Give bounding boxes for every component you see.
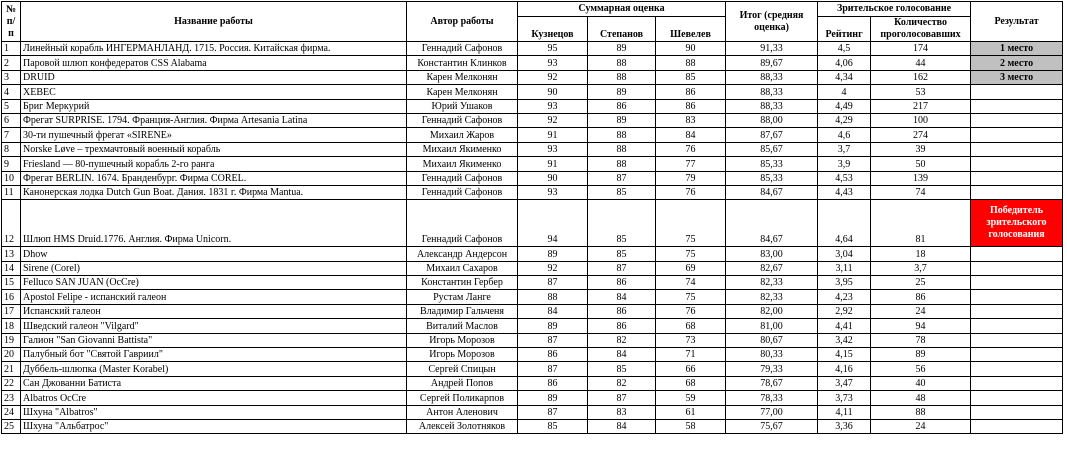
cell-name: 30-ти пушечный фрегат «SIRENE» bbox=[21, 128, 407, 142]
cell-stepanov: 84 bbox=[588, 419, 656, 433]
table-row bbox=[2, 142, 1063, 156]
cell-total: 82,33 bbox=[726, 290, 818, 304]
table-row bbox=[2, 261, 1063, 275]
cell-rating: 4 bbox=[818, 85, 871, 99]
cell-kuznetsov: 92 bbox=[518, 70, 588, 84]
cell-total: 82,67 bbox=[726, 261, 818, 275]
cell-kuznetsov: 87 bbox=[518, 276, 588, 290]
cell-votes: 162 bbox=[871, 70, 971, 84]
cell-author: Карен Мелконян bbox=[407, 85, 518, 99]
header-result: Результат bbox=[971, 2, 1063, 42]
cell-author: Геннадий Сафонов bbox=[407, 185, 518, 199]
cell-shevelev: 61 bbox=[656, 405, 726, 419]
cell-num: 3 bbox=[2, 70, 21, 84]
table-row bbox=[2, 391, 1063, 405]
cell-shevelev: 75 bbox=[656, 290, 726, 304]
cell-num: 23 bbox=[2, 391, 21, 405]
cell-total: 83,00 bbox=[726, 247, 818, 261]
cell-author: Геннадий Сафонов bbox=[407, 171, 518, 185]
cell-rating: 3,36 bbox=[818, 419, 871, 433]
cell-total: 78,33 bbox=[726, 391, 818, 405]
cell-kuznetsov: 86 bbox=[518, 348, 588, 362]
table-row bbox=[2, 85, 1063, 99]
header-name: Название работы bbox=[21, 2, 407, 42]
cell-stepanov: 84 bbox=[588, 348, 656, 362]
cell-result bbox=[971, 405, 1063, 419]
cell-name: Линейный корабль ИНГЕРМАНЛАНД. 1715. Россия. Китайская фирма. bbox=[21, 42, 407, 56]
cell-total: 91,33 bbox=[726, 42, 818, 56]
cell-author: Александр Андерсон bbox=[407, 247, 518, 261]
cell-shevelev: 58 bbox=[656, 419, 726, 433]
cell-num: 5 bbox=[2, 99, 21, 113]
cell-votes: 217 bbox=[871, 99, 971, 113]
header-sum-score: Суммарная оценка bbox=[518, 2, 726, 17]
table-row bbox=[2, 276, 1063, 290]
cell-total: 84,67 bbox=[726, 185, 818, 199]
cell-name: Шхуна "Альбатрос" bbox=[21, 419, 407, 433]
cell-kuznetsov: 93 bbox=[518, 99, 588, 113]
table-row bbox=[2, 70, 1063, 84]
cell-stepanov: 87 bbox=[588, 171, 656, 185]
cell-author: Константин Гербер bbox=[407, 276, 518, 290]
table-row bbox=[2, 247, 1063, 261]
cell-name: Галион "San Giovanni Battista" bbox=[21, 333, 407, 347]
header-kuznetsov: Кузнецов bbox=[518, 17, 588, 42]
cell-result: Победитель зрительского голосования bbox=[971, 200, 1063, 247]
cell-kuznetsov: 92 bbox=[518, 113, 588, 127]
cell-author: Константин Клинков bbox=[407, 56, 518, 70]
cell-total: 78,67 bbox=[726, 376, 818, 390]
cell-author: Сергей Спицын bbox=[407, 362, 518, 376]
cell-votes: 74 bbox=[871, 185, 971, 199]
cell-rating: 3,04 bbox=[818, 247, 871, 261]
cell-stepanov: 85 bbox=[588, 200, 656, 247]
cell-name: Шлюп HMS Druid.1776. Англия. Фирма Unicorn. bbox=[21, 200, 407, 247]
header-shevelev: Шевелев bbox=[656, 17, 726, 42]
cell-result bbox=[971, 247, 1063, 261]
cell-shevelev: 86 bbox=[656, 85, 726, 99]
cell-stepanov: 85 bbox=[588, 247, 656, 261]
cell-rating: 4,29 bbox=[818, 113, 871, 127]
cell-shevelev: 86 bbox=[656, 99, 726, 113]
cell-total: 84,67 bbox=[726, 200, 818, 247]
cell-rating: 2,92 bbox=[818, 304, 871, 318]
cell-name: Дуббель-шлюпка (Master Korabel) bbox=[21, 362, 407, 376]
cell-kuznetsov: 92 bbox=[518, 261, 588, 275]
cell-rating: 4,15 bbox=[818, 348, 871, 362]
cell-num: 13 bbox=[2, 247, 21, 261]
cell-result bbox=[971, 376, 1063, 390]
cell-stepanov: 82 bbox=[588, 333, 656, 347]
cell-rating: 3,73 bbox=[818, 391, 871, 405]
cell-stepanov: 86 bbox=[588, 319, 656, 333]
cell-stepanov: 85 bbox=[588, 362, 656, 376]
cell-rating: 3,95 bbox=[818, 276, 871, 290]
cell-stepanov: 86 bbox=[588, 276, 656, 290]
cell-name: DRUID bbox=[21, 70, 407, 84]
cell-kuznetsov: 90 bbox=[518, 85, 588, 99]
cell-total: 88,33 bbox=[726, 70, 818, 84]
table-row bbox=[2, 319, 1063, 333]
cell-author: Геннадий Сафонов bbox=[407, 200, 518, 247]
cell-result bbox=[971, 348, 1063, 362]
cell-result: 1 место bbox=[971, 42, 1063, 56]
cell-stepanov: 88 bbox=[588, 70, 656, 84]
cell-num: 21 bbox=[2, 362, 21, 376]
table-row bbox=[2, 362, 1063, 376]
cell-stepanov: 82 bbox=[588, 376, 656, 390]
table-row bbox=[2, 333, 1063, 347]
table-row bbox=[2, 290, 1063, 304]
cell-votes: 53 bbox=[871, 85, 971, 99]
cell-rating: 4,5 bbox=[818, 42, 871, 56]
cell-num: 16 bbox=[2, 290, 21, 304]
cell-num: 1 bbox=[2, 42, 21, 56]
cell-shevelev: 77 bbox=[656, 157, 726, 171]
cell-author: Михаил Якименко bbox=[407, 157, 518, 171]
cell-votes: 39 bbox=[871, 142, 971, 156]
cell-votes: 139 bbox=[871, 171, 971, 185]
cell-author: Виталий Маслов bbox=[407, 319, 518, 333]
cell-num: 25 bbox=[2, 419, 21, 433]
cell-votes: 86 bbox=[871, 290, 971, 304]
cell-rating: 4,41 bbox=[818, 319, 871, 333]
cell-votes: 3,7 bbox=[871, 261, 971, 275]
header-votes: Количество проголосовавших bbox=[871, 17, 971, 42]
cell-total: 82,00 bbox=[726, 304, 818, 318]
cell-num: 19 bbox=[2, 333, 21, 347]
cell-shevelev: 90 bbox=[656, 42, 726, 56]
cell-name: Dhow bbox=[21, 247, 407, 261]
cell-num: 11 bbox=[2, 185, 21, 199]
cell-kuznetsov: 87 bbox=[518, 405, 588, 419]
cell-votes: 56 bbox=[871, 362, 971, 376]
cell-votes: 94 bbox=[871, 319, 971, 333]
cell-votes: 174 bbox=[871, 42, 971, 56]
cell-kuznetsov: 89 bbox=[518, 319, 588, 333]
cell-result bbox=[971, 290, 1063, 304]
cell-stepanov: 85 bbox=[588, 185, 656, 199]
table-row bbox=[2, 348, 1063, 362]
cell-author: Юрий Ушаков bbox=[407, 99, 518, 113]
cell-kuznetsov: 89 bbox=[518, 247, 588, 261]
cell-result bbox=[971, 333, 1063, 347]
cell-author: Геннадий Сафонов bbox=[407, 42, 518, 56]
table-row bbox=[2, 42, 1063, 56]
table-row bbox=[2, 157, 1063, 171]
cell-stepanov: 87 bbox=[588, 391, 656, 405]
cell-author: Игорь Морозов bbox=[407, 333, 518, 347]
header-audience: Зрительское голосование bbox=[818, 2, 971, 17]
cell-rating: 4,11 bbox=[818, 405, 871, 419]
cell-num: 15 bbox=[2, 276, 21, 290]
cell-total: 79,33 bbox=[726, 362, 818, 376]
cell-result bbox=[971, 185, 1063, 199]
cell-num: 24 bbox=[2, 405, 21, 419]
cell-rating: 3,7 bbox=[818, 142, 871, 156]
cell-result bbox=[971, 362, 1063, 376]
cell-result bbox=[971, 113, 1063, 127]
cell-stepanov: 88 bbox=[588, 142, 656, 156]
cell-total: 88,00 bbox=[726, 113, 818, 127]
cell-num: 17 bbox=[2, 304, 21, 318]
cell-result bbox=[971, 276, 1063, 290]
table-row bbox=[2, 113, 1063, 127]
cell-name: Фрегат SURPRISE. 1794. Франция-Англия. Фирма Artesania Latina bbox=[21, 113, 407, 127]
cell-votes: 100 bbox=[871, 113, 971, 127]
cell-result bbox=[971, 128, 1063, 142]
cell-total: 75,67 bbox=[726, 419, 818, 433]
cell-stepanov: 87 bbox=[588, 261, 656, 275]
cell-name: Sirene (Corel) bbox=[21, 261, 407, 275]
cell-name: Apostol Felipe - испанский галеон bbox=[21, 290, 407, 304]
cell-result bbox=[971, 391, 1063, 405]
cell-kuznetsov: 85 bbox=[518, 419, 588, 433]
cell-author: Рустам Ланге bbox=[407, 290, 518, 304]
table-row bbox=[2, 419, 1063, 433]
cell-rating: 3,42 bbox=[818, 333, 871, 347]
cell-name: Фрегат BERLIN. 1674. Бранденбург. Фирма COREL. bbox=[21, 171, 407, 185]
cell-kuznetsov: 95 bbox=[518, 42, 588, 56]
cell-num: 10 bbox=[2, 171, 21, 185]
results-table bbox=[1, 1, 1063, 434]
cell-name: Felluco SAN JUAN (OcCre) bbox=[21, 276, 407, 290]
cell-kuznetsov: 93 bbox=[518, 142, 588, 156]
cell-num: 18 bbox=[2, 319, 21, 333]
table-row bbox=[2, 304, 1063, 318]
cell-stepanov: 86 bbox=[588, 99, 656, 113]
cell-rating: 4,34 bbox=[818, 70, 871, 84]
cell-shevelev: 71 bbox=[656, 348, 726, 362]
cell-name: Friesland — 80-пушечный корабль 2-го ранга bbox=[21, 157, 407, 171]
cell-kuznetsov: 94 bbox=[518, 200, 588, 247]
cell-total: 88,33 bbox=[726, 99, 818, 113]
cell-name: Шведский галеон "Vilgard" bbox=[21, 319, 407, 333]
cell-result bbox=[971, 319, 1063, 333]
cell-kuznetsov: 84 bbox=[518, 304, 588, 318]
cell-shevelev: 68 bbox=[656, 319, 726, 333]
cell-num: 6 bbox=[2, 113, 21, 127]
cell-votes: 24 bbox=[871, 304, 971, 318]
cell-votes: 78 bbox=[871, 333, 971, 347]
cell-stepanov: 89 bbox=[588, 113, 656, 127]
cell-shevelev: 75 bbox=[656, 200, 726, 247]
table-row bbox=[2, 200, 1063, 247]
cell-name: Канонерская лодка Dutch Gun Boat. Дания. 1831 г. Фирма Mantua. bbox=[21, 185, 407, 199]
cell-kuznetsov: 88 bbox=[518, 290, 588, 304]
cell-shevelev: 76 bbox=[656, 304, 726, 318]
cell-rating: 3,9 bbox=[818, 157, 871, 171]
cell-author: Владимир Гальченя bbox=[407, 304, 518, 318]
cell-total: 85,33 bbox=[726, 157, 818, 171]
cell-num: 12 bbox=[2, 200, 21, 247]
cell-name: Испанский галеон bbox=[21, 304, 407, 318]
cell-rating: 4,64 bbox=[818, 200, 871, 247]
table-row bbox=[2, 171, 1063, 185]
cell-name: Albatros OcCre bbox=[21, 391, 407, 405]
cell-stepanov: 88 bbox=[588, 56, 656, 70]
cell-author: Михаил Сахаров bbox=[407, 261, 518, 275]
cell-kuznetsov: 91 bbox=[518, 157, 588, 171]
table-row bbox=[2, 376, 1063, 390]
cell-total: 80,67 bbox=[726, 333, 818, 347]
cell-votes: 88 bbox=[871, 405, 971, 419]
cell-shevelev: 73 bbox=[656, 333, 726, 347]
cell-result bbox=[971, 142, 1063, 156]
cell-rating: 3,47 bbox=[818, 376, 871, 390]
cell-num: 8 bbox=[2, 142, 21, 156]
cell-author: Игорь Морозов bbox=[407, 348, 518, 362]
header-stepanov: Степанов bbox=[588, 17, 656, 42]
cell-total: 85,67 bbox=[726, 142, 818, 156]
cell-votes: 89 bbox=[871, 348, 971, 362]
cell-shevelev: 75 bbox=[656, 247, 726, 261]
cell-rating: 3,11 bbox=[818, 261, 871, 275]
cell-total: 77,00 bbox=[726, 405, 818, 419]
cell-shevelev: 76 bbox=[656, 142, 726, 156]
cell-result bbox=[971, 157, 1063, 171]
cell-num: 20 bbox=[2, 348, 21, 362]
cell-rating: 4,43 bbox=[818, 185, 871, 199]
cell-shevelev: 69 bbox=[656, 261, 726, 275]
cell-num: 4 bbox=[2, 85, 21, 99]
header-num: № п/п bbox=[2, 2, 21, 42]
table-row bbox=[2, 56, 1063, 70]
cell-votes: 44 bbox=[871, 56, 971, 70]
cell-stepanov: 89 bbox=[588, 85, 656, 99]
cell-kuznetsov: 87 bbox=[518, 333, 588, 347]
cell-votes: 40 bbox=[871, 376, 971, 390]
cell-shevelev: 83 bbox=[656, 113, 726, 127]
cell-name: Палубный бот "Святой Гавриил" bbox=[21, 348, 407, 362]
cell-stepanov: 88 bbox=[588, 157, 656, 171]
cell-name: Бриг Меркурий bbox=[21, 99, 407, 113]
cell-stepanov: 88 bbox=[588, 128, 656, 142]
cell-shevelev: 76 bbox=[656, 185, 726, 199]
cell-total: 87,67 bbox=[726, 128, 818, 142]
table-row bbox=[2, 185, 1063, 199]
cell-stepanov: 89 bbox=[588, 42, 656, 56]
cell-kuznetsov: 87 bbox=[518, 362, 588, 376]
cell-rating: 4,6 bbox=[818, 128, 871, 142]
cell-stepanov: 86 bbox=[588, 304, 656, 318]
cell-num: 7 bbox=[2, 128, 21, 142]
cell-author: Андрей Попов bbox=[407, 376, 518, 390]
cell-result bbox=[971, 419, 1063, 433]
cell-author: Сергей Поликарпов bbox=[407, 391, 518, 405]
cell-shevelev: 84 bbox=[656, 128, 726, 142]
cell-kuznetsov: 91 bbox=[518, 128, 588, 142]
cell-author: Антон Аленович bbox=[407, 405, 518, 419]
cell-result: 2 место bbox=[971, 56, 1063, 70]
cell-votes: 50 bbox=[871, 157, 971, 171]
cell-result bbox=[971, 85, 1063, 99]
cell-author: Карен Мелконян bbox=[407, 70, 518, 84]
header-rating: Рейтинг bbox=[818, 17, 871, 42]
cell-author: Геннадий Сафонов bbox=[407, 113, 518, 127]
header-total: Итог (средняя оценка) bbox=[726, 2, 818, 42]
table-body bbox=[2, 42, 1063, 434]
cell-votes: 48 bbox=[871, 391, 971, 405]
cell-total: 82,33 bbox=[726, 276, 818, 290]
table-row bbox=[2, 128, 1063, 142]
cell-author: Михаил Якименко bbox=[407, 142, 518, 156]
cell-shevelev: 88 bbox=[656, 56, 726, 70]
cell-name: Шхуна "Albatros" bbox=[21, 405, 407, 419]
cell-votes: 25 bbox=[871, 276, 971, 290]
cell-total: 80,33 bbox=[726, 348, 818, 362]
cell-stepanov: 83 bbox=[588, 405, 656, 419]
cell-shevelev: 66 bbox=[656, 362, 726, 376]
cell-name: Сан Джованни Батиста bbox=[21, 376, 407, 390]
cell-result bbox=[971, 261, 1063, 275]
table-row bbox=[2, 99, 1063, 113]
cell-num: 14 bbox=[2, 261, 21, 275]
cell-kuznetsov: 86 bbox=[518, 376, 588, 390]
cell-kuznetsov: 90 bbox=[518, 171, 588, 185]
cell-votes: 18 bbox=[871, 247, 971, 261]
cell-shevelev: 68 bbox=[656, 376, 726, 390]
cell-author: Михаил Жаров bbox=[407, 128, 518, 142]
cell-total: 88,33 bbox=[726, 85, 818, 99]
cell-total: 85,33 bbox=[726, 171, 818, 185]
cell-votes: 274 bbox=[871, 128, 971, 142]
cell-kuznetsov: 93 bbox=[518, 185, 588, 199]
cell-name: Паровой шлюп конфедератов CSS Alabama bbox=[21, 56, 407, 70]
cell-kuznetsov: 93 bbox=[518, 56, 588, 70]
cell-result: 3 место bbox=[971, 70, 1063, 84]
cell-shevelev: 59 bbox=[656, 391, 726, 405]
cell-name: Norske Løve – трехмачтовый военный корабль bbox=[21, 142, 407, 156]
cell-result bbox=[971, 99, 1063, 113]
cell-rating: 4,23 bbox=[818, 290, 871, 304]
cell-stepanov: 84 bbox=[588, 290, 656, 304]
cell-rating: 4,06 bbox=[818, 56, 871, 70]
cell-shevelev: 85 bbox=[656, 70, 726, 84]
cell-num: 22 bbox=[2, 376, 21, 390]
table-row bbox=[2, 405, 1063, 419]
cell-kuznetsov: 89 bbox=[518, 391, 588, 405]
cell-author: Алексей Золотняков bbox=[407, 419, 518, 433]
cell-num: 9 bbox=[2, 157, 21, 171]
cell-result bbox=[971, 304, 1063, 318]
cell-rating: 4,49 bbox=[818, 99, 871, 113]
cell-num: 2 bbox=[2, 56, 21, 70]
cell-name: XEBEC bbox=[21, 85, 407, 99]
cell-shevelev: 79 bbox=[656, 171, 726, 185]
cell-rating: 4,16 bbox=[818, 362, 871, 376]
cell-shevelev: 74 bbox=[656, 276, 726, 290]
cell-votes: 24 bbox=[871, 419, 971, 433]
cell-votes: 81 bbox=[871, 200, 971, 247]
cell-total: 81,00 bbox=[726, 319, 818, 333]
header-author: Автор работы bbox=[407, 2, 518, 42]
cell-total: 89,67 bbox=[726, 56, 818, 70]
cell-result bbox=[971, 171, 1063, 185]
cell-rating: 4,53 bbox=[818, 171, 871, 185]
